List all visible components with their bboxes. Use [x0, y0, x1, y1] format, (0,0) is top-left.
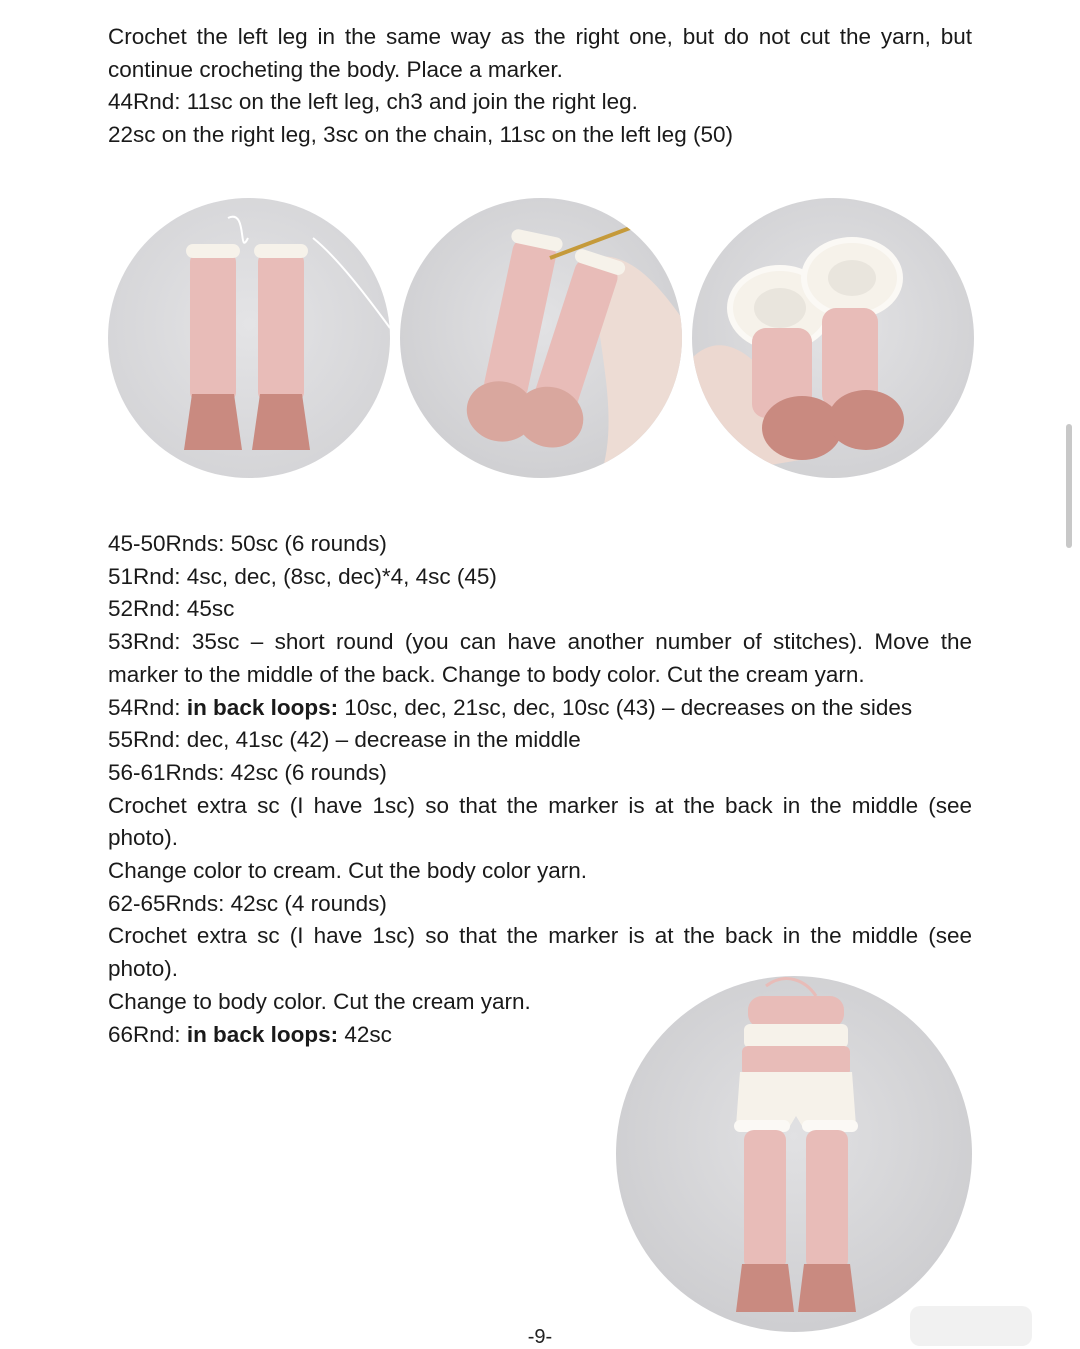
round-44-detail-line: 22sc on the right leg, 3sc on the chain, 11sc on the left leg (50)	[108, 122, 733, 148]
legs-top-view-photo	[692, 198, 974, 478]
round-55-line: 55Rnd: dec, 41sc (42) – decrease in the middle	[108, 727, 581, 753]
round-54-prefix: 54Rnd:	[108, 694, 187, 720]
legs-in-hand-photo	[400, 198, 682, 478]
legs-flat-photo	[108, 198, 390, 478]
round-44-line: 44Rnd: 11sc on the left leg, ch3 and join the right leg.	[108, 89, 638, 115]
watermark-logo	[910, 1306, 1032, 1346]
change-color-note-2: Change to body color. Cut the cream yarn.	[108, 988, 531, 1014]
round-56-61-line: 56-61Rnds: 42sc (6 rounds)	[108, 759, 387, 785]
round-45-50-line: 45-50Rnds: 50sc (6 rounds)	[108, 531, 387, 556]
round-66-prefix: 66Rnd:	[108, 1021, 187, 1047]
scrollbar-thumb[interactable]	[1066, 424, 1072, 548]
round-54-rest: 10sc, dec, 21sc, dec, 10sc (43) – decreases on the sides	[338, 694, 913, 720]
round-66-rest: 42sc	[338, 1021, 392, 1047]
intro-text	[108, 21, 972, 152]
round-66-bold: in back loops:	[186, 1021, 339, 1047]
page-number: -9-	[527, 1326, 553, 1348]
rounds-text	[108, 528, 972, 1051]
round-51-line: 51Rnd: 4sc, dec, (8sc, dec)*4, 4sc (45)	[108, 563, 497, 589]
extra-sc-note-1: Crochet extra sc (I have 1sc) so that the marker is at the back in the middle (see photo).	[108, 792, 972, 851]
round-53-line: 53Rnd: 35sc – short round (you can have another number of stitches). Move the marker to the middle of the back. Change to body color. Cut the cream yarn.	[108, 629, 972, 687]
round-54-line	[108, 692, 972, 725]
change-color-note-1: Change color to cream. Cut the body color yarn.	[108, 858, 587, 884]
body-progress-photo	[616, 976, 972, 1332]
round-52-line: 52Rnd: 45sc	[108, 596, 235, 622]
round-54-bold: in back loops:	[186, 694, 339, 720]
round-62-65-line: 62-65Rnds: 42sc (4 rounds)	[108, 890, 387, 916]
extra-sc-note-2: Crochet extra sc (I have 1sc) so that the marker is at the back in the middle (see photo).	[108, 923, 972, 982]
intro-paragraph: Crochet the left leg in the same way as the right one, but do not cut the yarn, but continue crocheting the body. Place a marker.	[108, 24, 972, 82]
